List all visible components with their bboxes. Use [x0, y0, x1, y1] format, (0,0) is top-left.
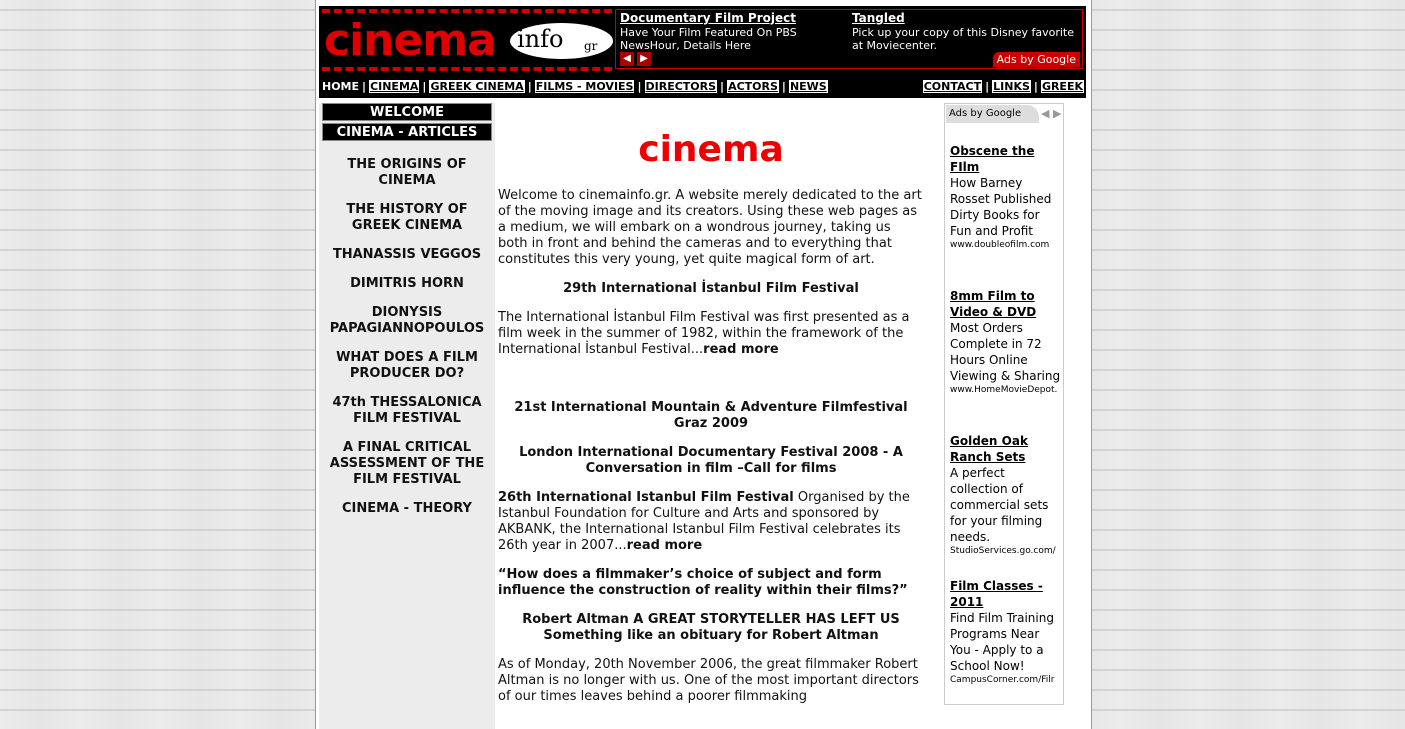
ads-by-google-label[interactable]: Ads by Google	[946, 105, 1039, 123]
altman-heading[interactable]: Robert Altman A GREAT STORYTELLER HAS LEFT US Something like an obituary for Robert Altman	[522, 612, 900, 643]
top-ad-2-title[interactable]: Tangled	[852, 11, 905, 25]
sidebar-item-critical-assessment[interactable]: A FINAL CRITICAL ASSESSMENT OF THE FILM FESTIVAL	[329, 440, 485, 487]
istanbul-26-text: Organised by the Istanbul Foundation for Culture and Arts and sponsored by AKBANK, the International Istanbul Film Festival celebrates its 26th year in 2007...	[498, 490, 910, 553]
sidebar-item-dionysis-papagiannopoulos[interactable]: DIONYSIS PAPAGIANNOPOULOS	[329, 305, 485, 336]
right-ad-2-url[interactable]: www.HomeMovieDepot.	[950, 385, 1058, 395]
right-ad-2[interactable]	[950, 288, 1062, 396]
istanbul-29-paragraph	[498, 310, 924, 358]
nav-greek[interactable]: GREEK	[1041, 80, 1083, 93]
nav-cinema[interactable]: CINEMA	[370, 80, 419, 93]
logo-cinema-text: cinema	[324, 15, 496, 66]
read-more-link[interactable]: read more	[626, 538, 703, 553]
page-title: cinema	[638, 129, 784, 170]
right-ad-4-title[interactable]: Film Classes - 2011	[950, 579, 1043, 609]
main-content	[498, 103, 924, 705]
sidebar-item-cinema-theory[interactable]: CINEMA - THEORY	[342, 501, 472, 516]
logo-gr-text: gr	[584, 39, 598, 53]
top-ad-2-text: Pick up your copy of this Disney favorite at Moviecenter.	[852, 26, 1074, 52]
sidebar-button-welcome[interactable]: WELCOME	[322, 103, 492, 121]
right-ad-1[interactable]	[950, 143, 1062, 251]
sidebar	[319, 103, 495, 729]
top-ad-1-title[interactable]: Documentary Film Project	[620, 11, 796, 25]
top-ad-2[interactable]	[852, 12, 1080, 52]
right-ad-3-text: A perfect collection of commercial sets for your filming needs.	[950, 466, 1049, 544]
nav-actors[interactable]: ACTORS	[728, 80, 778, 93]
sidebar-item-film-producer[interactable]: WHAT DOES A FILM PRODUCER DO?	[336, 350, 478, 381]
nav-links[interactable]: LINKS	[993, 80, 1030, 93]
right-ad-4-url[interactable]: CampusCorner.com/Filr	[950, 675, 1055, 685]
page-container	[315, 0, 1092, 729]
london-festival-heading[interactable]: London International Documentary Festival 2008 - A Conversation in film –Call for films	[519, 445, 903, 476]
site-logo[interactable]	[322, 9, 612, 71]
ad-nav-arrows-icon[interactable]: ◀ ▶	[1041, 107, 1062, 120]
top-navigation: HOME | CINEMA | GREEK CINEMA | FILMS - MOVIES | DIRECTORS | ACTORS | NEWS CONTACT | LINKS | GREEK	[322, 80, 1083, 93]
nav-directors[interactable]: DIRECTORS	[645, 80, 717, 93]
top-ad-1[interactable]	[620, 12, 840, 52]
right-ad-1-text: How Barney Rosset Published Dirty Books for Fun and Profit	[950, 176, 1052, 238]
sidebar-item-thanassis-veggos[interactable]: THANASSIS VEGGOS	[332, 247, 482, 262]
istanbul-26-paragraph	[498, 490, 924, 554]
intro-paragraph: Welcome to cinemainfo.gr. A website merely dedicated to the art of the moving image and its creators. Using these web pages as a medium, we will embark on a wondrous journey, taking us both in front and behind the cameras and to everything that constitutes this very young, yet quite magical form of art.	[498, 188, 922, 267]
nav-contact[interactable]: CONTACT	[923, 80, 982, 93]
read-more-link[interactable]: read more	[703, 342, 779, 357]
sidebar-item-thessalonica-festival[interactable]: 47th THESSALONICA FILM FESTIVAL	[332, 395, 482, 426]
ads-by-google-label[interactable]: Ads by Google	[993, 52, 1080, 67]
quote-heading[interactable]: “How does a filmmaker’s choice of subject and form influence the construction of reality within their films?”	[498, 567, 908, 598]
sidebar-item-origins-of-cinema[interactable]: THE ORIGINS OF CINEMA	[347, 157, 467, 188]
right-ad-3[interactable]	[950, 433, 1062, 557]
logo-info-badge	[510, 23, 613, 59]
nav-films-movies[interactable]: FILMS - MOVIES	[535, 80, 634, 93]
istanbul-29-heading[interactable]: 29th International İstanbul Film Festival	[563, 281, 859, 296]
graz-festival-heading[interactable]: 21st International Mountain & Adventure Filmfestival Graz 2009	[514, 400, 908, 431]
istanbul-29-text: The International İstanbul Film Festival was first presented as a film week in the summer of 1982, within the framework of the International İstanbul Festival...	[498, 310, 910, 357]
right-ad-4[interactable]	[950, 578, 1062, 686]
right-ad-2-text: Most Orders Complete in 72 Hours Online Viewing & Sharing	[950, 321, 1061, 383]
nav-news[interactable]: NEWS	[789, 80, 827, 93]
right-ad-1-url[interactable]: www.doubleofilm.com	[950, 240, 1050, 250]
right-ad-4-text: Find Film Training Programs Near You - Apply to a School Now!	[950, 611, 1054, 673]
sidebar-item-dimitris-horn[interactable]: DIMITRIS HORN	[350, 276, 464, 291]
logo-info-text: info	[517, 25, 564, 53]
top-ad-banner	[615, 9, 1083, 69]
nav-greek-cinema[interactable]: GREEK CINEMA	[430, 80, 524, 93]
sidebar-item-history-greek-cinema[interactable]: THE HISTORY OF GREEK CINEMA	[346, 202, 468, 233]
istanbul-26-heading[interactable]: 26th International Istanbul Film Festival	[498, 490, 794, 505]
right-ad-3-url[interactable]: StudioServices.go.com/	[950, 546, 1056, 556]
altman-paragraph: As of Monday, 20th November 2006, the great filmmaker Robert Altman is no longer with us. One of the most important directors of our times leaves behind a poorer filmmaking	[498, 657, 919, 704]
right-ad-3-title[interactable]: Golden Oak Ranch Sets	[950, 434, 1028, 464]
site-header	[319, 6, 1086, 98]
top-ad-1-text: Have Your Film Featured On PBS NewsHour, Details Here	[620, 26, 797, 52]
nav-home[interactable]: HOME	[322, 80, 360, 93]
next-arrow-icon[interactable]: ▶	[637, 52, 651, 66]
right-ad-column	[944, 103, 1064, 705]
right-ad-2-title[interactable]: 8mm Film to Video & DVD	[950, 289, 1037, 319]
prev-arrow-icon[interactable]: ◀	[620, 52, 634, 66]
right-ad-1-title[interactable]: Obscene the FIlm	[950, 144, 1035, 174]
sidebar-button-cinema-articles[interactable]: CINEMA - ARTICLES	[322, 123, 492, 141]
